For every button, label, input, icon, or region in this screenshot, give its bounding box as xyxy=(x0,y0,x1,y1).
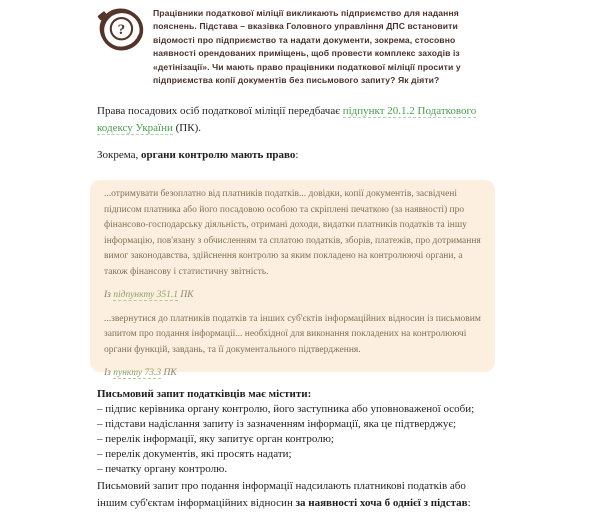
citation-1-prefix: Із xyxy=(104,290,114,300)
question-text: Працівники податкової міліції викликають підприємство для надання пояснень. Підстава – вказівка Головного управління ДПС встановити відомості про підприємство та надати документи, зокрема, стосовно наявності орендованих приміщень, щоб провести комплекс заходів із «детінізації». Чи мають право працівники податкової міліції просити у підприємства копії документів без письмового запиту? Як діяти? xyxy=(153,8,461,86)
lead-bold: органи контролю мають право xyxy=(141,149,296,161)
citation-2-suffix: ПК xyxy=(161,368,177,378)
closing-paragraph xyxy=(97,478,495,512)
lead-paragraph xyxy=(97,147,495,164)
citation-2-prefix: Із xyxy=(104,368,114,378)
lead-normal: Зокрема, xyxy=(97,149,142,161)
list-item: – підстави надіслання запиту із зазначенням інформації, яка це підтверджує; xyxy=(97,418,457,430)
list-item: – печатку органу контролю. xyxy=(97,463,228,475)
quote-2: ...звернутися до платників податків та інших суб'єктів інформаційних відносин із письмовим запитом про подання інформації... необхідної для виконання покладених на контролюючі органи функцій, завдань, та її документального підтвердження. xyxy=(104,313,481,355)
citation-1-suffix: ПК xyxy=(178,290,194,300)
svg-text:?: ? xyxy=(117,20,126,38)
tax-code-link[interactable]: підпункт 20.1.2 Податкового кодексу України xyxy=(97,105,477,134)
requirements-list xyxy=(97,402,495,477)
list-item: – підпис керівника органу контролю, його заступника або уповноваженої особи; xyxy=(97,403,475,415)
closing-before: Письмовий запит про подання інформації надсилають платникові податків або іншим суб'єктам інформаційних відносин xyxy=(97,480,466,509)
citation-1 xyxy=(104,288,481,304)
closing-tail: : xyxy=(467,497,471,509)
quote-1: ...отримувати безоплатно від платників податків... довідки, копії документів, засвідчені підписом платника або його посадовою особою та скріплені печаткою (за наявності) про фінансово-господарську діяльність, отримані доходи, видатки платників податків та іншу інформацію, пов'язану з обчисленням та сплатою податків, зборів, платежів, про дотримання вимог законодавства, здійснення контролю за яким покладено на контролюючі органи, а також фінансову і статистичну звітність. xyxy=(104,189,481,277)
requirements-heading: Письмовий запит податківців має містити: xyxy=(97,388,312,400)
question-block xyxy=(95,4,491,87)
intro-text-before: Права посадових осіб податкової міліції передбачає xyxy=(97,105,343,117)
citation-2 xyxy=(104,366,481,382)
list-item: – перелік інформації, яку запитує орган контролю; xyxy=(97,433,334,445)
quote-box xyxy=(90,180,495,378)
closing-bold: за наявності хоча б однієї з підстав xyxy=(295,497,468,509)
citation-1-link[interactable]: підпункту 351.1 xyxy=(113,290,179,300)
list-item: – перелік документів, які просять надати; xyxy=(97,448,292,460)
citation-2-link[interactable]: пункту 73.3 xyxy=(113,368,162,378)
intro-text-after: (ПК). xyxy=(172,122,201,134)
lead-tail: : xyxy=(295,149,299,161)
intro-paragraph xyxy=(97,103,495,137)
question-mark-stamp-icon xyxy=(95,4,147,56)
